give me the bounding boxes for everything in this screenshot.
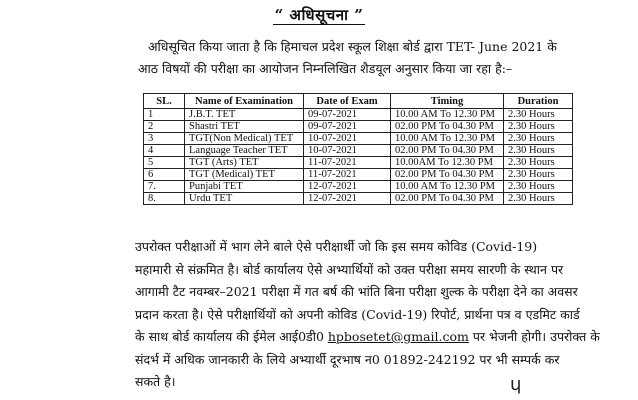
intro-line-2: आठ विषयों की परीक्षा का आयोजन निम्नलिखित शैडयूल अनुसार किया जा रहा है:– [138, 61, 513, 76]
table-row [144, 181, 573, 193]
cell-date: 09-07-2021 [304, 121, 391, 133]
cell-date: 11-07-2021 [304, 157, 391, 169]
body-line-4: प्रदान करता है। ऐसे परीक्षार्थियों को अपनी कोविड (Covid-19) रिपोर्ट, प्रार्थना पत्र व एडमिट कार्ड [135, 306, 580, 322]
table-row [144, 133, 573, 145]
body-line-5-start: के साथ बोर्ड कार्यालय की ईमेल आई0डी0 [135, 329, 328, 344]
body-line-6: संदर्भ में अधिक जानकारी के लिये अभ्यार्थी दूरभाष न0 01892-242192 पर भी सम्पर्क कर [135, 351, 560, 367]
cell-name: Shastri TET [185, 121, 304, 133]
table-row [144, 157, 573, 169]
cell-timing: 02.00 PM To 04.30 PM [391, 145, 504, 157]
cell-name: Language Teacher TET [185, 145, 304, 157]
cell-timing: 02.00 PM To 04.30 PM [391, 169, 504, 181]
cell-name: TGT (Medical) TET [185, 169, 304, 181]
cell-duration: 2.30 Hours [504, 109, 573, 121]
cell-timing: 10.00AM To 12.30 PM [391, 157, 504, 169]
table-header-row [144, 94, 573, 109]
signature-mark: ɥ [510, 374, 522, 395]
intro-line-1: अधिसूचित किया जाता है कि हिमाचल प्रदेश स्कूल शिक्षा बोर्ड द्वारा TET- June 2021 के [148, 39, 557, 54]
body-line-2: महामारी से संक्रमित है। बोर्ड कार्यालय ऐसे अभ्यार्थियों को उक्त परीक्षा समय सारणी के स्थान पर [135, 261, 564, 277]
cell-timing: 10.00 AM To 12.30 PM [391, 181, 504, 193]
cell-name: Punjabi TET [185, 181, 304, 193]
table-row [144, 121, 573, 133]
cell-date: 10-07-2021 [304, 145, 391, 157]
cell-name: Urdu TET [185, 193, 304, 205]
cell-timing: 10.00 AM To 12.30 PM [391, 133, 504, 145]
cell-sl: 4 [144, 145, 185, 157]
cell-sl: 6 [144, 169, 185, 181]
cell-duration: 2.30 Hours [504, 121, 573, 133]
cell-duration: 2.30 Hours [504, 181, 573, 193]
body-line-1: उपरोक्त परीक्षाओं में भाग लेने बाले ऐसे परीक्षार्थी जो कि इस समय कोविड (Covid-19) [135, 239, 538, 254]
cell-duration: 2.30 Hours [504, 145, 573, 157]
body-line-5 [135, 326, 605, 349]
notice-title [0, 5, 638, 25]
cell-name: J.B.T. TET [185, 109, 304, 121]
cell-date: 11-07-2021 [304, 169, 391, 181]
cell-duration: 2.30 Hours [504, 157, 573, 169]
cell-sl: 1 [144, 109, 185, 121]
cell-sl: 3 [144, 133, 185, 145]
table-row [144, 109, 573, 121]
cell-date: 12-07-2021 [304, 193, 391, 205]
cell-sl: 5 [144, 157, 185, 169]
table-row [144, 169, 573, 181]
body-line-5-end: पर भेजनी होगी। उपरोक्त के [468, 329, 600, 344]
email-link[interactable]: hpbosetet@gmail.com [327, 329, 469, 344]
body-line-3: आगामी टैट नवम्बर–2021 परीक्षा में गत बर्ष की भांति बिना परीक्षा शुल्क के परीक्षा देने का अवसर [135, 284, 578, 299]
header-sl: SL. [144, 94, 185, 109]
cell-timing: 02.00 PM To 04.30 PM [391, 121, 504, 133]
cell-timing: 02.00 PM To 04.30 PM [391, 193, 504, 205]
cell-duration: 2.30 Hours [504, 133, 573, 145]
cell-name: TGT(Non Medical) TET [185, 133, 304, 145]
header-date: Date of Exam [304, 94, 391, 109]
cell-sl: 8. [144, 193, 185, 205]
table-row [144, 193, 573, 205]
header-duration: Duration [504, 94, 573, 109]
exam-schedule-table [143, 93, 573, 205]
cell-duration: 2.30 Hours [504, 169, 573, 181]
table-row [144, 145, 573, 157]
cell-date: 12-07-2021 [304, 181, 391, 193]
cell-date: 10-07-2021 [304, 133, 391, 145]
cell-duration: 2.30 Hours [504, 193, 573, 205]
body-paragraph [135, 236, 605, 394]
header-name: Name of Examination [185, 94, 304, 109]
notice-title-text: “ अधिसूचना ” [274, 6, 364, 24]
cell-name: TGT (Arts) TET [185, 157, 304, 169]
cell-sl: 2 [144, 121, 185, 133]
intro-paragraph [138, 36, 588, 80]
body-line-7: सकते है। [135, 374, 176, 389]
header-timing: Timing [391, 94, 504, 109]
cell-date: 09-07-2021 [304, 109, 391, 121]
cell-timing: 10.00 AM To 12.30 PM [391, 109, 504, 121]
cell-sl: 7. [144, 181, 185, 193]
table-body [144, 109, 573, 205]
